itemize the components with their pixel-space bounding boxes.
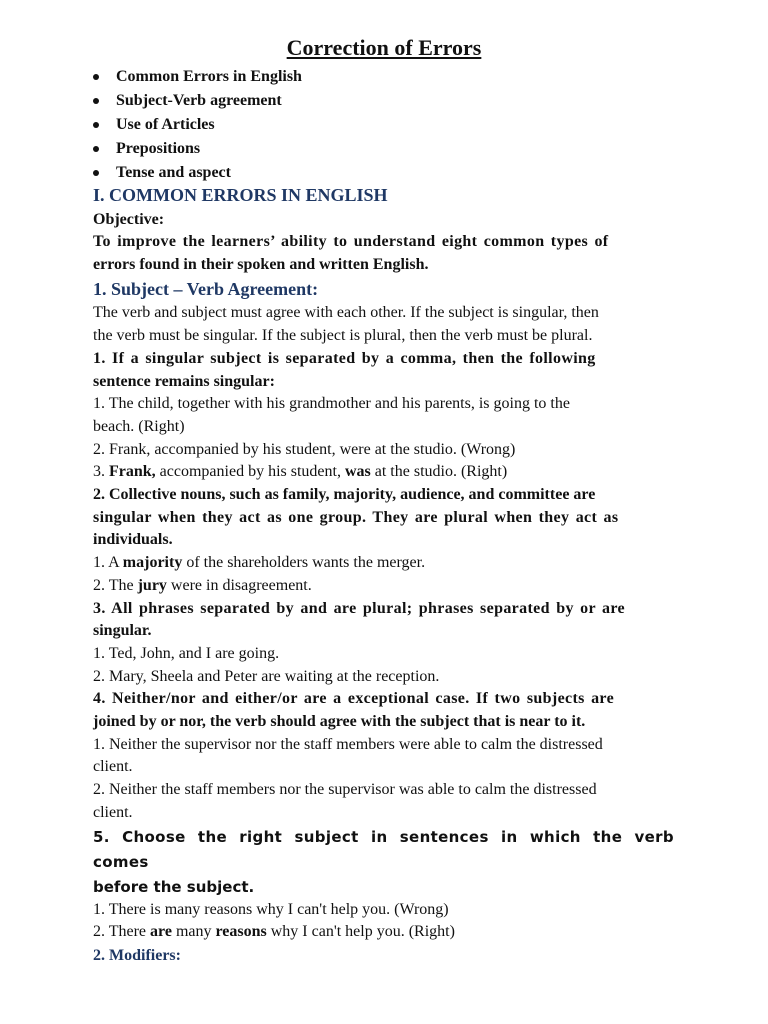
- topic-item: Prepositions: [93, 137, 302, 161]
- rule-2-example: 2. The jury were in disagreement.: [93, 576, 312, 594]
- page-title: Correction of Errors: [286, 35, 482, 60]
- rule-2-line: individuals.: [93, 531, 173, 549]
- topic-item: Use of Articles: [93, 113, 302, 137]
- bullet-icon: [93, 170, 99, 176]
- topic-list: [93, 65, 302, 185]
- rule-3-line: singular.: [93, 622, 152, 640]
- document-body: [93, 182, 674, 967]
- rule-1-line: 1. If a singular subject is separated by a comma, then the following: [93, 349, 596, 367]
- bullet-icon: [93, 74, 99, 80]
- rule-2-example: 1. A majority of the shareholders wants the merger.: [93, 554, 426, 572]
- rule-2-line: 2. Collective nouns, such as family, majority, audience, and committee are: [93, 486, 596, 504]
- rule-4-example: client.: [93, 758, 133, 776]
- rule-4-example: 2. Neither the staff members nor the supervisor was able to calm the distressed: [93, 781, 597, 799]
- topic-item: Common Errors in English: [93, 65, 302, 89]
- subheading-modifiers: 2. Modifiers:: [93, 946, 181, 964]
- rule-1-example: 1. The child, together with his grandmother and his parents, is going to the: [93, 395, 570, 413]
- intro-line: The verb and subject must agree with each other. If the subject is singular, then: [93, 304, 599, 322]
- topic-item: Tense and aspect: [93, 161, 302, 185]
- rule-4-line: 4. Neither/nor and either/or are a exceptional case. If two subjects are: [93, 690, 615, 708]
- section-heading: I. COMMON ERRORS IN ENGLISH: [93, 185, 388, 205]
- rule-4-line: joined by or nor, the verb should agree with the subject that is near to it.: [93, 713, 586, 731]
- bullet-icon: [93, 98, 99, 104]
- objective-text-line: errors found in their spoken and written English.: [93, 255, 429, 273]
- rule-2-line: singular when they act as one group. They are plural when they act as: [93, 508, 619, 526]
- bullet-icon: [93, 146, 99, 152]
- rule-5-line: 5. Choose the right subject in sentences in which the verb comes: [93, 827, 674, 871]
- intro-line: the verb must be singular. If the subject is plural, then the verb must be plural.: [93, 327, 593, 345]
- topic-item: Subject-Verb agreement: [93, 89, 302, 113]
- rule-5-line: before the subject.: [93, 877, 255, 896]
- rule-3-line: 3. All phrases separated by and are plural; phrases separated by or are: [93, 599, 625, 617]
- objective-label: Objective:: [93, 211, 165, 228]
- rule-5-example: 2. There are many reasons why I can't help you. (Right): [93, 923, 455, 941]
- bullet-icon: [93, 122, 99, 128]
- rule-3-example: 2. Mary, Sheela and Peter are waiting at the reception.: [93, 667, 440, 685]
- rule-1-example: 2. Frank, accompanied by his student, were at the studio. (Wrong): [93, 440, 516, 458]
- rule-5-example: 1. There is many reasons why I can't help you. (Wrong): [93, 900, 449, 918]
- rule-4-example: 1. Neither the supervisor nor the staff members were able to calm the distressed: [93, 735, 603, 753]
- rule-4-example: client.: [93, 803, 133, 821]
- subheading-subject-verb: 1. Subject – Verb Agreement:: [93, 279, 319, 300]
- rule-1-line: sentence remains singular:: [93, 372, 275, 390]
- rule-1-example: 3. Frank, accompanied by his student, was at the studio. (Right): [93, 463, 508, 481]
- rule-1-example: beach. (Right): [93, 417, 185, 435]
- rule-3-example: 1. Ted, John, and I are going.: [93, 644, 280, 662]
- objective-text-line: To improve the learners’ ability to understand eight common types of: [93, 233, 609, 250]
